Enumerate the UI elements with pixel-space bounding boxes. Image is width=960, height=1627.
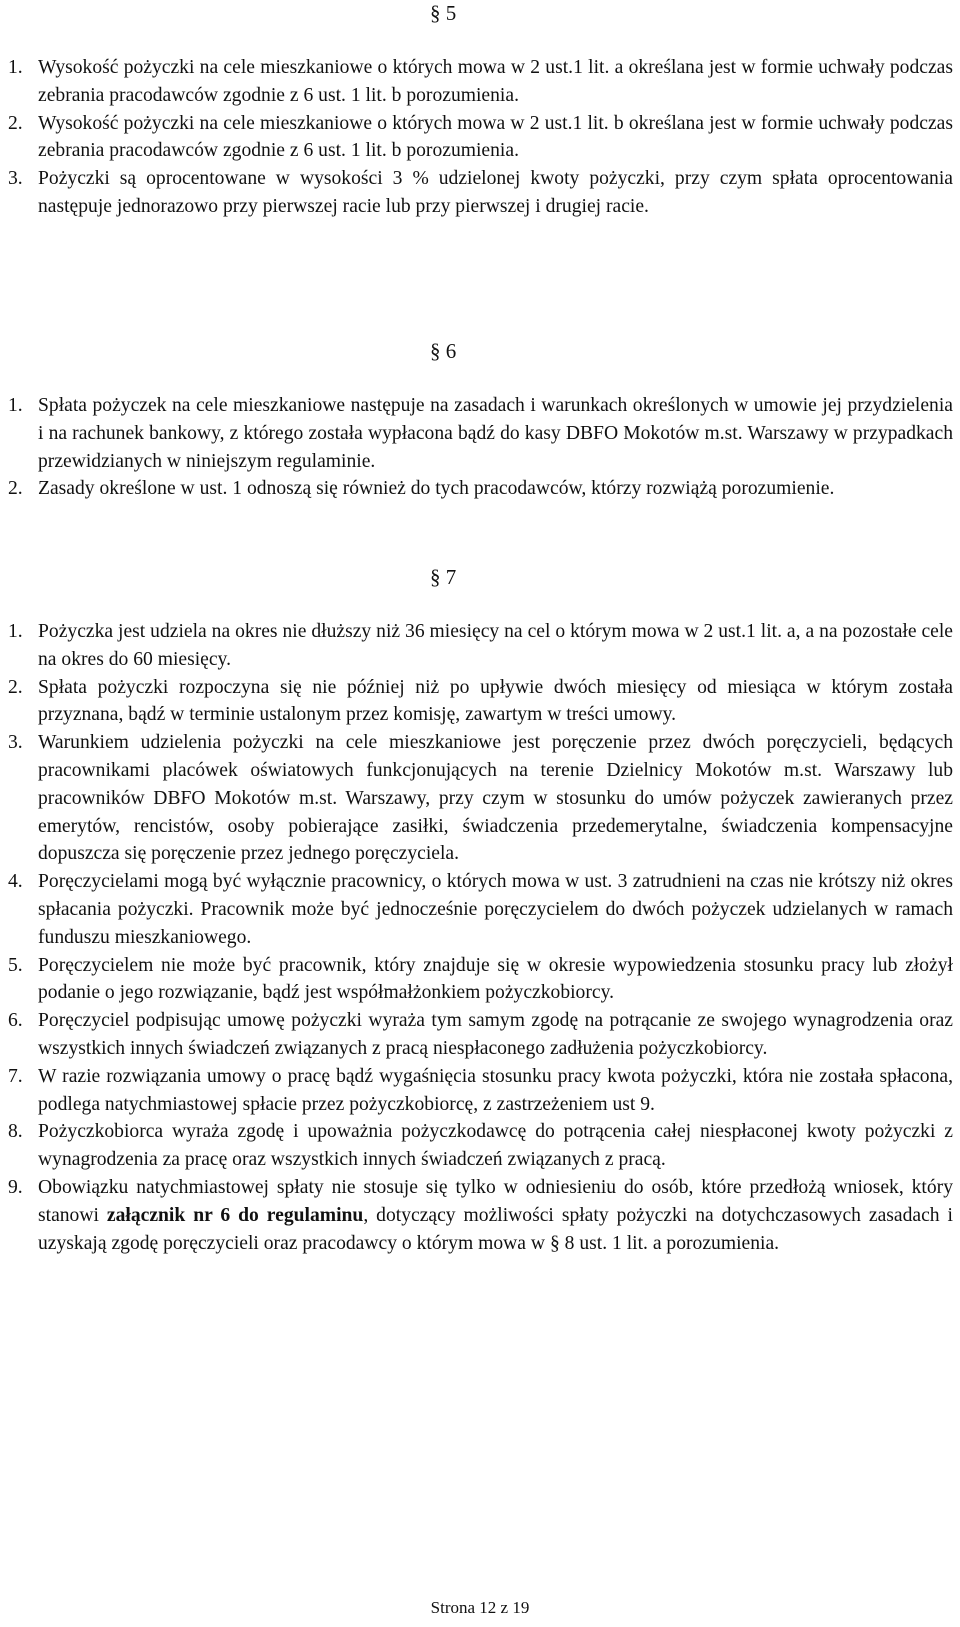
section-heading: § 7 — [430, 565, 457, 589]
item-text: Poręczyciel podpisując umowę pożyczki wyraża tym samym zgodę na potrącanie ze swojego wynagrodzenia oraz wszystkich innych świadczeń związanych z pracą niespłaconego zadłużenia pożyczkobiorcy. — [38, 1010, 953, 1059]
list-item — [8, 165, 953, 221]
item-number: 1. — [8, 57, 23, 78]
list-item — [8, 475, 953, 503]
list-item — [8, 618, 953, 674]
list-item — [8, 1007, 953, 1063]
item-number: 3. — [8, 168, 23, 190]
section-heading: § 5 — [430, 1, 457, 25]
section-7 — [8, 618, 953, 1257]
section-6 — [8, 392, 953, 503]
item-number: 9. — [8, 1176, 23, 1198]
list-item — [8, 729, 953, 868]
list-item — [8, 1174, 953, 1257]
list-item — [8, 1118, 953, 1174]
item-text: Obowiązku natychmiastowej spłaty nie stosuje się tylko w odniesieniu do osób, które przedłożą wniosek, który stanowi — [38, 1176, 953, 1226]
section-heading: § 6 — [430, 339, 457, 363]
item-number: 1. — [8, 395, 23, 416]
item-number: 7. — [8, 1065, 23, 1087]
item-number: 6. — [8, 1010, 23, 1032]
list-item — [8, 110, 953, 166]
list-item — [8, 952, 953, 1008]
item-text: Poręczycielami mogą być wyłącznie pracownicy, o których mowa w ust. 3 zatrudnieni na czas nie krótszy niż okres spłacania pożyczki. Pracownik może być jednocześnie poręczycielem do dwóch pożyczek udzielanych w ramach funduszu mieszkaniowego. — [38, 871, 953, 948]
item-text: Pożyczka jest udziela na okres nie dłuższy niż 36 miesięcy na cel o którym mowa w 2 ust.1 lit. a, a na pozostałe cele na okres do 60 miesięcy. — [38, 621, 953, 670]
item-text: Wysokość pożyczki na cele mieszkaniowe o których mowa w 2 ust.1 lit. b określana jest w formie uchwały podczas zebrania pracodawców zgodnie z 6 ust. 1 lit. b porozumienia. — [38, 112, 953, 162]
item-text-continued: , dotyczący możliwości spłaty pożyczki na dotychczasowych zasadach i uzyskają zgodę poręczycieli oraz pracodawcy o którym mowa w § 8 ust. 1 lit. a porozumienia. — [38, 1204, 953, 1254]
item-text: Poręczycielem nie może być pracownik, który znajduje się w okresie wypowiedzenia stosunku pracy lub złożył podanie o jego rozwiązanie, bądź jest współmałżonkiem pożyczkobiorcy. — [38, 954, 953, 1004]
item-text: Pożyczkobiorca wyraża zgodę i upoważnia pożyczkodawcę do potrącenia całej niespłaconej kwoty pożyczki z wynagrodzenia za pracę oraz wszystkich innych świadczeń związanych z pracą. — [38, 1121, 953, 1171]
list-item — [8, 868, 953, 951]
item-text: Warunkiem udzielenia pożyczki na cele mieszkaniowe jest poręczenie przez dwóch poręczycieli, będących pracownikami placówek oświatowych funkcjonujących na terenie Dzielnicy Mokotów m.st. Warszawy lub pracowników DBFO Mokotów m.st. Warszawy, przy czym w stosunku do umów pożyczek zawieranych przez emerytów, rencistów, osoby pobierające zasiłki, świadczenia przedemerytalne, świadczenia kompensacyjne dopuszcza się poręczenie przez jednego poręczyciela. — [38, 732, 953, 865]
item-number: 1. — [8, 621, 23, 642]
item-number: 4. — [8, 871, 23, 893]
item-number: 2. — [8, 676, 23, 698]
item-number: 3. — [8, 732, 23, 754]
item-number: 8. — [8, 1121, 23, 1143]
item-text: Spłata pożyczek na cele mieszkaniowe następuje na zasadach i warunkach określonych w umowie jej przydzielenia i na rachunek bankowy, z którego została wypłacona bądź do kasy DBFO Mokotów m.st. Warszawy w przypadkach przewidzianych w niniejszym regulaminie. — [38, 395, 953, 472]
item-text: Pożyczki są oprocentowane w wysokości 3 % udzielonej kwoty pożyczki, przy czym spłata oprocentowania następuje jednorazowo przy pierwszej racie lub przy pierwszej i drugiej racie. — [38, 168, 953, 217]
list-item — [8, 392, 953, 475]
section-5 — [8, 54, 953, 221]
section-list — [8, 54, 953, 221]
item-text: W razie rozwiązania umowy o pracę bądź wygaśnięcia stosunku pracy kwota pożyczki, która nie została spłacona, podlega natychmiastowej spłacie przez pożyczkobiorcę, z zastrzeżeniem ust 9. — [38, 1065, 953, 1115]
item-text: Spłata pożyczki rozpoczyna się nie później niż po upływie dwóch miesięcy od miesiąca w którym została przyznana, bądź w terminie ustalonym przez komisję, zawartym w treści umowy. — [38, 676, 953, 726]
item-number: 2. — [8, 478, 23, 500]
page-number: Strona 12 z 19 — [430, 1598, 530, 1617]
list-item — [8, 1063, 953, 1119]
item-number: 5. — [8, 954, 23, 976]
item-text: Wysokość pożyczki na cele mieszkaniowe o których mowa w 2 ust.1 lit. a określana jest w formie uchwały podczas zebrania pracodawców zgodnie z 6 ust. 1 lit. b porozumienia. — [38, 57, 953, 106]
item-text: Zasady określone w ust. 1 odnoszą się również do tych pracodawców, którzy rozwiążą porozumienie. — [38, 478, 835, 500]
attachment-reference: załącznik nr 6 do regulaminu — [106, 1204, 364, 1226]
section-list — [8, 392, 953, 503]
section-list — [8, 618, 953, 1257]
list-item — [8, 54, 953, 110]
list-item — [8, 674, 953, 730]
item-number: 2. — [8, 112, 23, 134]
